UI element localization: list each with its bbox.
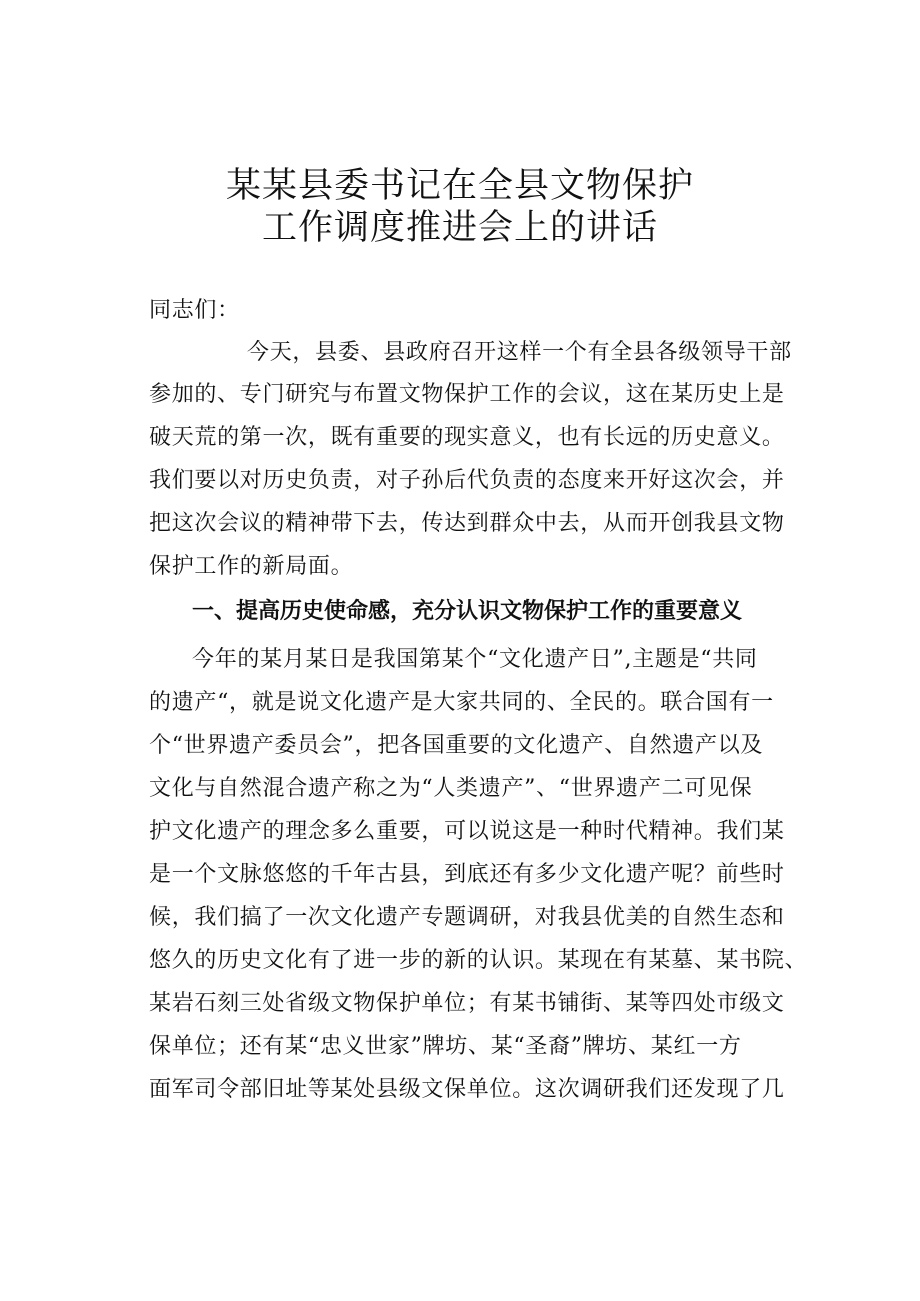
paragraph-2-line-2: 的遗产“，就是说文化遗产是大家共同的、全民的。联合国有一 (149, 690, 774, 715)
paragraph-1-line-2: 参加的、专门研究与布置文物保护工作的会议，这在某历史上是 (149, 382, 785, 407)
paragraph-2-line-9: 某岩石刻三处省级文物保护单位；有某书铺街、某等四处市级文 (149, 991, 785, 1016)
document-title-line-1: 某某县委书记在全县文物保护 (225, 166, 694, 206)
paragraph-2-line-4: 文化与自然混合遗产称之为“人类遗产”、“世界遗产二可见保 (149, 776, 753, 801)
salutation: 同志们： (149, 298, 240, 323)
paragraph-2-line-11: 面军司令部旧址等某处县级文保单位。这次调研我们还发现了几 (149, 1077, 785, 1102)
paragraph-1-line-6: 保护工作的新局面。 (149, 554, 354, 579)
paragraph-2-line-7: 候，我们搞了一次文化遗产专题调研，对我县优美的自然生态和 (149, 905, 785, 930)
paragraph-1-line-1: 今天，县委、县政府召开这样一个有全县各级领导干部 (247, 340, 792, 365)
paragraph-2-line-8: 悠久的历史文化有了进一步的新的认识。某现在有某墓、某书院、 (149, 948, 808, 973)
paragraph-2-line-10: 保单位；还有某“忠义世家”牌坊、某“圣裔”牌坊、某红一方 (149, 1034, 742, 1059)
paragraph-2-line-6: 是一个文脉悠悠的千年古县，到底还有多少文化遗产呢？前些时 (149, 862, 785, 887)
section-1-heading: 一、提高历史使命感，充分认识文物保护工作的重要意义 (192, 599, 743, 624)
paragraph-2-line-3: 个“世界遗产委员会”，把各国重要的文化遗产、自然遗产以及 (149, 733, 764, 758)
paragraph-2-line-5: 护文化遗产的理念多么重要，可以说这是一种时代精神。我们某 (149, 819, 785, 844)
paragraph-1-line-5: 把这次会议的精神带下去，传达到群众中去，从而开创我县文物 (149, 511, 785, 536)
paragraph-1-line-3: 破天荒的第一次，既有重要的现实意义，也有长远的历史意义。 (149, 425, 785, 450)
paragraph-1-line-4: 我们要以对历史负责，对子孙后代负责的态度来开好这次会，并 (149, 468, 785, 493)
paragraph-2-line-1: 今年的某月某日是我国第某个“文化遗产日”,主题是“共同 (192, 647, 758, 672)
document-title-line-2: 工作调度推进会上的讲话 (261, 208, 658, 248)
